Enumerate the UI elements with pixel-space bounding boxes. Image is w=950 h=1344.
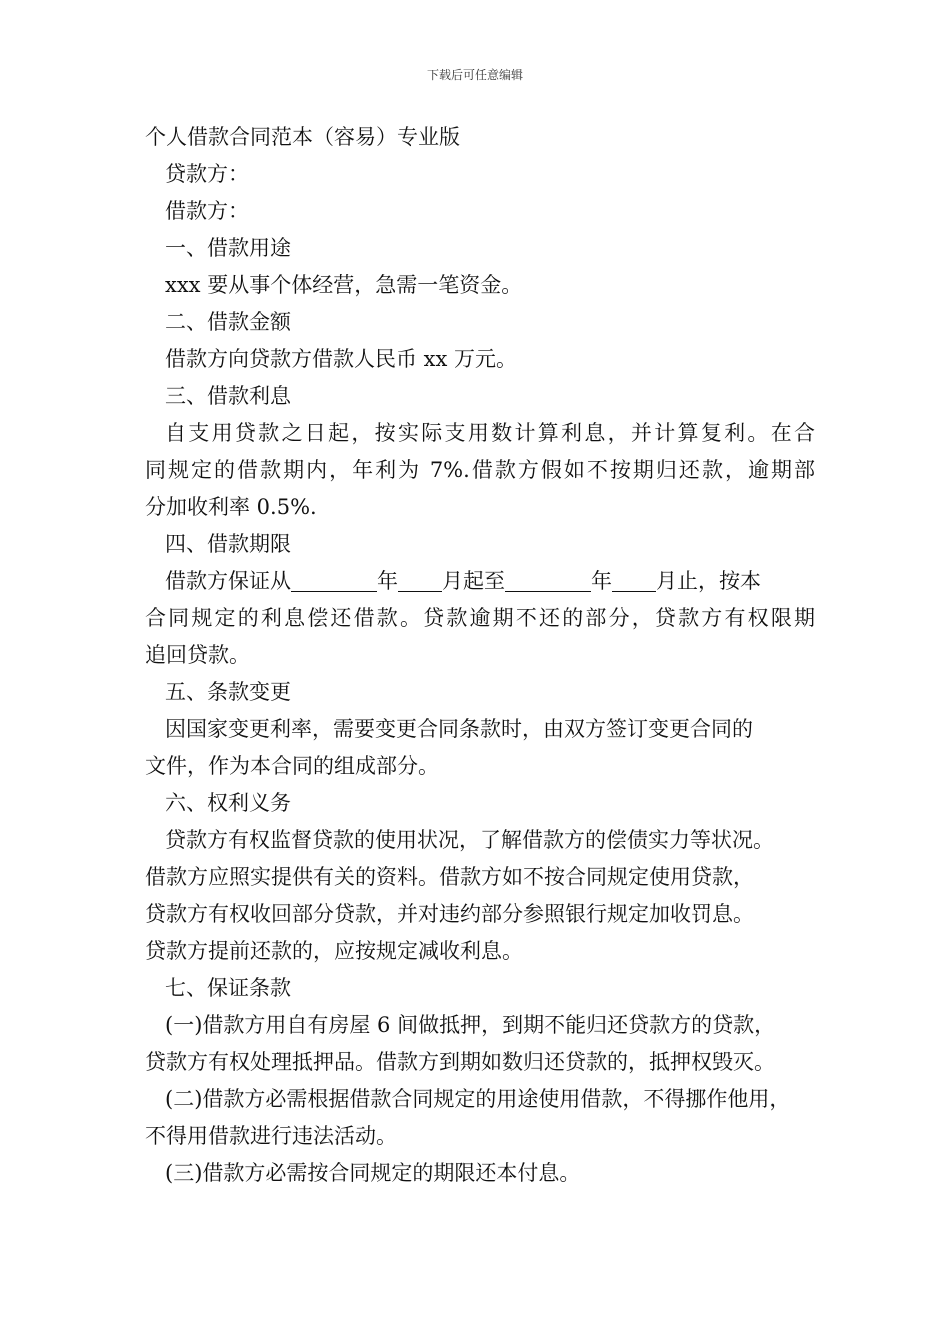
contract-body [145, 119, 815, 1192]
paragraph-line: 自支用贷款之日起，按实际支用数计算利息，并计算复利。在合 [165, 421, 815, 445]
paragraph-line: 借款方向贷款方借款人民币 xx 万元。 [165, 347, 518, 371]
paragraph-line: 贷款方有权处理抵押品。借款方到期如数归还贷款的，抵押权毁灭。 [145, 1050, 775, 1074]
paragraph-line: 合同规定的利息偿还借款。贷款逾期不还的部分，贷款方有权限期 [145, 606, 815, 630]
section-heading: 七、保证条款 [165, 976, 291, 1000]
paragraph-line: (三)借款方必需按合同规定的期限还本付息。 [165, 1161, 581, 1185]
term-text-until: 月起至 [442, 569, 505, 593]
paragraph-line: 因国家变更利率，需要变更合同条款时，由双方签订变更合同的 [165, 717, 753, 741]
borrower-label: 借款方： [165, 199, 249, 223]
blank-month-start [398, 565, 442, 592]
paragraph-line: 贷款方提前还款的，应按规定减收利息。 [145, 939, 523, 963]
term-text-year: 年 [377, 569, 398, 593]
paragraph-line: 不得用借款进行违法活动。 [145, 1124, 397, 1148]
term-line-with-blanks [145, 563, 815, 600]
paragraph-line: 贷款方有权收回部分贷款，并对违约部分参照银行规定加收罚息。 [145, 902, 754, 926]
paragraph-line: 分加收利率 0.5%. [145, 495, 317, 519]
paragraph-line: 追回贷款。 [145, 643, 250, 667]
section-heading: 四、借款期限 [165, 532, 291, 556]
paragraph-line: 贷款方有权监督贷款的使用状况，了解借款方的偿债实力等状况。 [165, 828, 774, 852]
term-text-stop: 月止，按本 [656, 569, 761, 593]
paragraph-line: (一)借款方用自有房屋 6 间做抵押，到期不能归还贷款方的贷款， [165, 1013, 776, 1037]
paragraph-line: (二)借款方必需根据借款合同规定的用途使用借款，不得挪作他用， [165, 1087, 791, 1111]
paragraph-line: 借款方应照实提供有关的资料。借款方如不按合同规定使用贷款， [145, 865, 754, 889]
paragraph-line: xxx 要从事个体经营，急需一笔资金。 [165, 273, 523, 297]
document-title: 个人借款合同范本（容易）专业版 [145, 125, 460, 149]
paragraph-line: 文件，作为本合同的组成部分。 [145, 754, 439, 778]
section-heading: 六、权利义务 [165, 791, 291, 815]
blank-month-end [612, 565, 656, 592]
header-note: 下载后可任意编辑 [426, 68, 523, 82]
section-heading: 二、借款金额 [165, 310, 291, 334]
term-text-year-end: 年 [591, 569, 612, 593]
blank-year-end [505, 565, 591, 592]
section-heading: 一、借款用途 [165, 236, 291, 260]
term-text-from: 借款方保证从 [165, 569, 291, 593]
blank-year-start [291, 565, 377, 592]
lender-label: 贷款方： [165, 162, 249, 186]
paragraph-line: 同规定的借款期内，年利为 7%.借款方假如不按期归还款，逾期部 [145, 458, 815, 482]
section-heading: 五、条款变更 [165, 680, 291, 704]
section-heading: 三、借款利息 [165, 384, 291, 408]
